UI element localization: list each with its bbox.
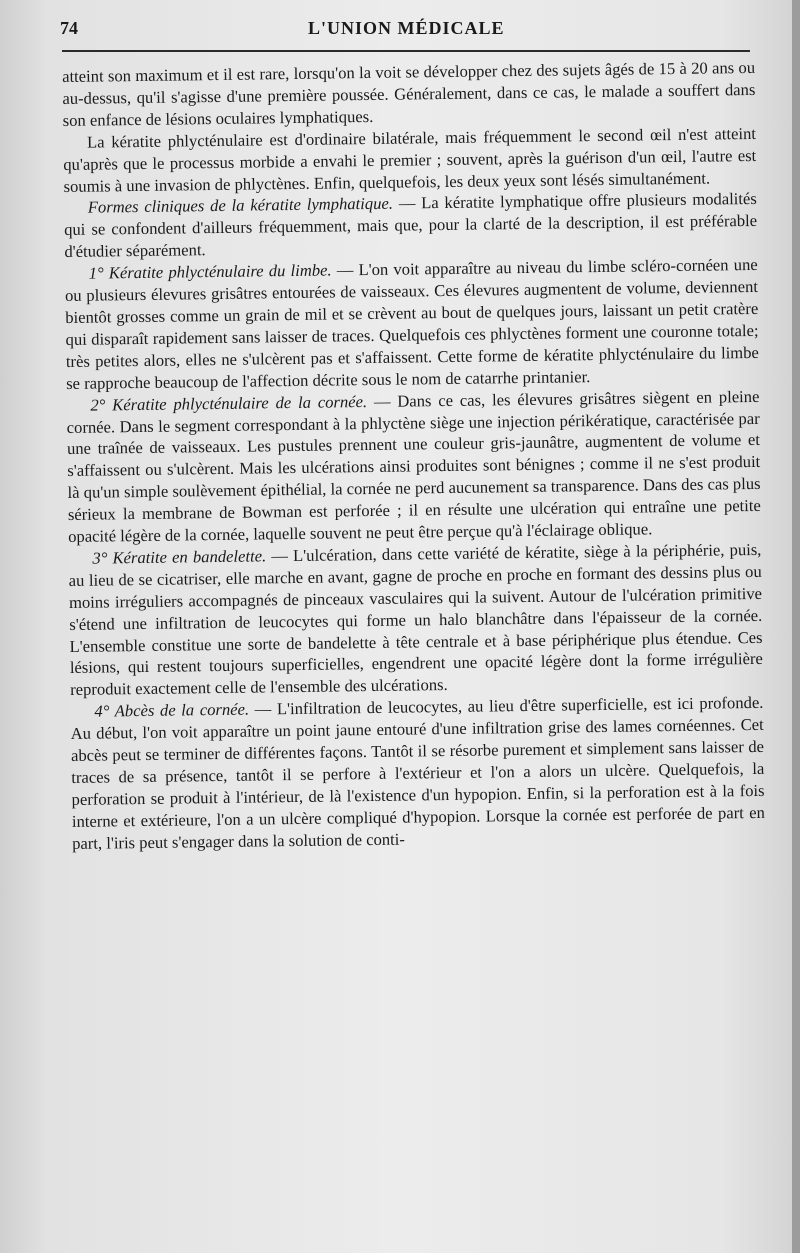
section-heading: 1° Kératite phlycténulaire du limbe. [88,260,332,283]
section-heading: Formes cliniques de la kératite lymphatique. [87,194,394,218]
paragraph-text: — L'ulcération, dans cette variété de kératite, siège à la périphérie, puis, au lieu de se cicatriser, elle marche en avant, gagne de proche en proche en formant des dessins plus ou moins irréguliers accompagnés de pinceaux vasculaires qui la suivent. Autour de l'ulcération primitive s'étend une infiltration de leucocytes qui forme un halo blanchâtre dans l'épaisseur de la cornée. L'ensemble constitue une sorte de bandelette à tête centrale et à base périphérique plus étendue. Ces lésions, qui restent toujours superficielles, engendrent une opacité légère dont la forme irrégulière reproduit exactement celle de l'ensemble des ulcérations. [68,539,763,700]
paragraph [62,57,756,132]
paragraph [68,539,763,701]
section-heading: 4° Abcès de la cornée. [94,699,250,721]
paragraph-text: La kératite phlycténulaire est d'ordinaire bilatérale, mais fréquemment le second œil n'est atteint qu'après que le processus morbide a envahi le premier ; souvent, après la guérison d'un œil, l'autre est soumis à une invasion de phlyctènes. Enfin, quelquefois, les deux yeux sont lésés simultanément. [63,123,757,196]
paragraph [66,385,761,547]
paragraph-text: — L'on voit apparaître au niveau du limbe scléro-cornéen une ou plusieurs élevures grisâtres entourées de vaisseaux. Ces élevures augmentent de volume, deviennent bientôt grosses comme un grain de mil et se crèvent au bout de quelques jours, laissant un petit cratère qui disparaît rapidement sans laisser de traces. Quelquefois ces phlyctènes forment une couronne totale; très petites alors, elles ne s'ulcèrent pas et s'affaissent. Cette forme de kératite phlycténulaire du limbe se rapproche beaucoup de l'affection décrite sous le nom de catarrhe printanier. [64,255,759,393]
header-rule [62,50,750,52]
section-heading: 2° Kératite phlycténulaire de la cornée. [90,391,368,415]
section-heading: 3° Kératite en bandelette. [92,546,267,568]
paragraph [63,123,757,198]
paragraph-text: — L'infiltration de leucocytes, au lieu d'être superficielle, est ici profonde. Au début, l'on voit apparaître un point jaune entouré d'une infiltration grise des lames cornéennes. Cet abcès peut se terminer de différentes façons. Tantôt il se résorbe purement et simplement sans laisser de traces de sa présence, tantôt il se perfore à l'extérieur et l'on a alors un ulcère. Quelquefois, la perforation se produit à l'intérieur, de là l'existence d'un hypopion. Enfin, si la perforation est à la fois interne et extérieure, l'on a un ulcère compliqué d'hypopion. Lorsque la cornée est perforée de part en part, l'iris peut s'engager dans la solution de conti- [70,693,765,853]
running-title: L'UNION MÉDICALE [308,18,505,38]
paragraph [65,254,760,394]
paragraph-text: — La kératite lymphatique offre plusieurs modalités qui se confondent d'ailleurs fréquemment, mais que, pour la clarté de la description, il est préférable d'étudier séparément. [64,189,758,262]
paragraph-text: — Dans ce cas, les élevures grisâtres siègent en pleine cornée. Dans le segment correspondant à la phlyctène siège une injection périkératique, caractérisée par une traînée de vaisseaux. Les pustules prennent une couleur gris-jaunâtre, augmentent de volume et s'affaissent ou s'ulcèrent. Mais les ulcérations ainsi produites sont bénignes ; comme il ne s'est produit là qu'un simple soulèvement épithélial, la cornée ne perd aucunement sa transparence. Dans des cas plus sérieux la membrane de Bowman est perforée ; il en résulte une ulcération qui entraîne une petite opacité légère de la cornée, laquelle souvent ne peut être perçue qu'à l'éclairage oblique. [66,386,761,546]
body-text [62,57,765,855]
paragraph [70,692,765,854]
page-header [60,18,750,44]
paragraph-text: atteint son maximum et il est rare, lorsqu'on la voit se développer chez des sujets âgés de 15 à 20 ans ou au-dessus, qu'il s'agisse d'une première poussée. Généralement, dans ce cas, le malade a souffert dans son enfance de lésions oculaires lymphatiques. [62,57,756,130]
page-number: 74 [60,18,78,38]
paragraph [64,188,758,263]
page-edge-shadow [792,0,800,1253]
